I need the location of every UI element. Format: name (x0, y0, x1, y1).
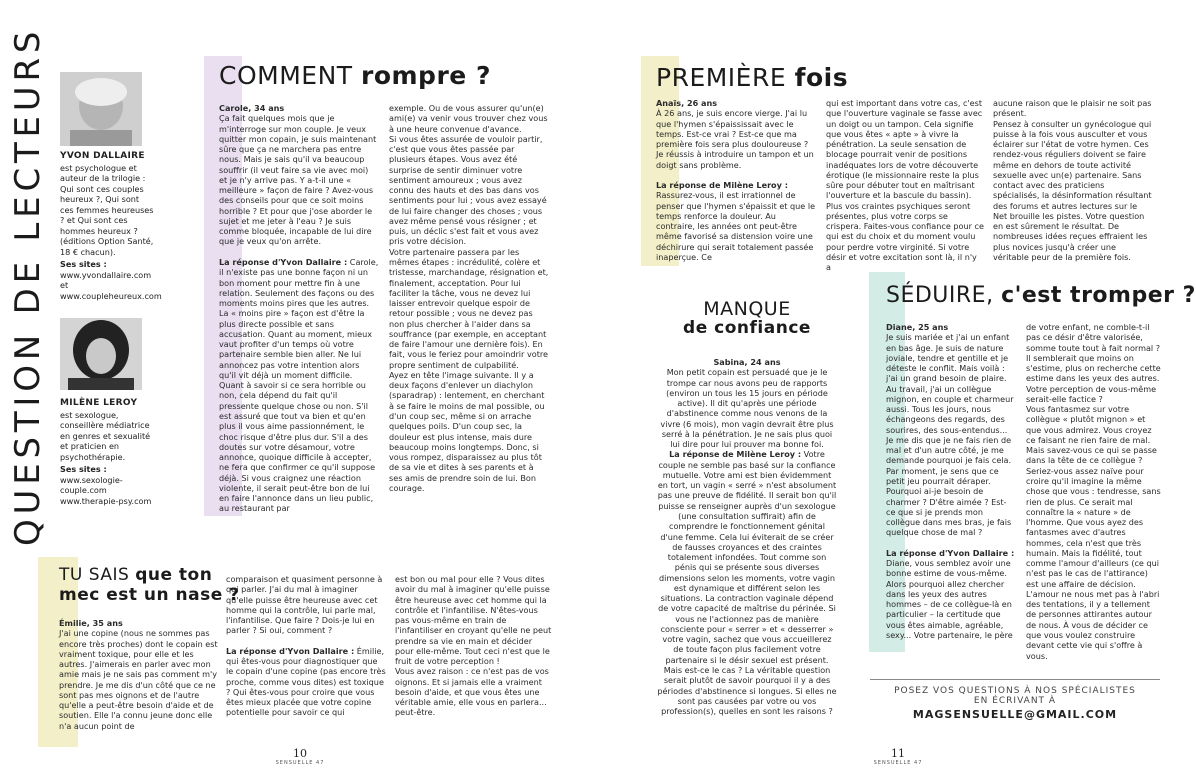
expert-site-link[interactable]: www.coupleheureux.com (60, 290, 162, 301)
confiance-body: Sabina, 24 ans Mon petit copain est persuadé que je le trompe car nous avons peu de rapports (environ un tous les 15 jours en période active). Il dit qu'après une période d'abstinence comme nous venons de la vivre (6 mois), mon vagin devrait être plus serré à la pénétration. Je ne sais plus quoi lui dire pour lui prouver ma bonne foi. La réponse de Milène Leroy : Votre couple ne semble pas basé sur la confiance mutuelle. Votre ami est bien évidemment en tort, un vagin « serré » n'est absolument pas une preuve de fidélité. Il serait bon qu'il puisse se renseigner auprès d'un sexologue (une consultation suffirait) afin de comprendre le fonctionnement génital d'une femme. Cela lui éviterait de se créer de fausses croyances et des craintes totalement infondées. Tout comme son pénis qui se présente sous diverses dimensions selon les moments, votre vagin est dynamique et différent selon les situations. La contraction vaginale dépend de votre capacité de maîtrise du périnée. Si vous ne l'actionnez pas de manière consciente pour « serrer » et « desserrer » votre vagin, sachez que vous accueillerez de toute façon plus facilement votre partenaire si le désir sexuel est présent. Mais est-ce le cas ? La véritable question serait plutôt de savoir pourquoi il y a des périodes d'abstinence si longues. Si elles ne sont pas causées par votre ou vos profession(s), quelles en sont les raisons ? (657, 357, 837, 717)
expert-photo-yvon (60, 72, 142, 146)
expert-site-link[interactable]: www.therapie-psy.com (60, 495, 152, 506)
expert-bio: est psychologue et auteur de la trilogie : Qui sont ces couples heureux ?, Qui sont ces femmes heureuses ? et Qui sont ces hommes heureux ? (éditions Option Santé, 18 € chacun). (60, 162, 154, 257)
confiance-title (672, 300, 822, 338)
nase-col1: Émilie, 35 ans J'ai une copine (nous ne sommes pas encore très proches) dont le copain est vraiment toxique, pour elle et les autres. J'aimerais en parler avec mon amie mais je ne sais pas comment m'y prendre. Je me dis d'un côté que ce ne sont pas mes oignons et de l'autre qu'elle a peut-être besoin d'aide et de soutien. Elle l'a connu jeune donc elle n'a aucun point de (59, 618, 218, 731)
expert-site-link[interactable]: www.yvondallaire.com et (60, 269, 152, 291)
title-thin: SÉDUIRE, (886, 283, 994, 308)
title-bold: de confiance (683, 317, 811, 338)
vertical-section-title (6, 18, 48, 548)
footer-divider (870, 679, 1160, 680)
footer-line1: POSEZ VOS QUESTIONS À NOS SPÉCIALISTES (894, 686, 1136, 696)
title-thin: COMMENT (219, 61, 353, 90)
premiere-col2: qui est important dans votre cas, c'est que l'ouverture vaginale se fasse avec un doigt ou un tampon. Cela signifie que vous êtes « apte » à vivre la pénétration. La seule sensation de blocage pourrait venir de positions inadéquates lors de votre découverte érotique (le missionnaire reste la plus sûre pour débuter tout en maîtrisant l'ouverture et la bascule du bassin). Plus vos craintes psychiques seront présentes, plus votre corps se crispera. Faites-vous confiance pour ce qui est du choix et du moment voulu pour perdre votre virginité. Si votre désir et votre excitation sont là, il n'y a (826, 98, 984, 273)
title-bold: que ton (135, 565, 213, 585)
rompre-title (219, 61, 491, 90)
seduire-col2: de votre enfant, ne comble-t-il pas ce désir d'être valorisée, somme toute tout à fait normal ? Il semblerait que moins on s'estime, plus on recherche cette estime dans les yeux des autres. Votre perception de vous-même serait-elle factice ? Vous fantasmez sur votre collègue « plutôt mignon » et que vous admirez. Vous croyez ce faisant ne rien faire de mal. Mais savez-vous ce qui se passe dans la tête de ce collègue ? Seriez-vous assez naïve pour croire qu'il imagine la même chose que vous : tendresse, sans rien de plus. Ce serait mal connaître la « nature » de l'homme. Que vous ayez des fantasmes avec d'autres hommes, cela n'est que très humain. Mais la fidélité, tout comme l'amour d'ailleurs (ce qui n'est pas le cas de l'attirance) est une affaire de décision. L'amour ne nous met pas à l'abri des tentations, il y a tellement de personnes attirantes autour de nous. À vous de décider ce que vous voulez construire devant cette vie qui s'offre à vous. (1026, 322, 1161, 661)
expert-info-yvon (60, 151, 162, 301)
expert-info-milene (60, 398, 155, 506)
page-sub: SENSUELLE 47 (873, 760, 923, 766)
expert-sites-label: Ses sites : (60, 259, 107, 270)
title-thin: TU SAIS (59, 565, 130, 585)
title-bold: rompre ? (361, 61, 491, 90)
expert-bio: est sexologue, conseillère médiatrice en genres et sexualité et praticien en psychothérapie. (60, 409, 151, 462)
premiere-title (656, 63, 848, 92)
page-sub: SENSUELLE 47 (275, 760, 325, 766)
rompre-col1: Carole, 34 ans Ça fait quelques mois que je m'interroge sur mon couple. Je veux quitter mon copain, je suis maintenant sûre que ça ne marchera pas entre nous. Mais je sais qu'il va beaucoup souffrir (il veut faire sa vie avec moi) et je n'y arrive pas. Y a-t-il une « meilleure » façon de faire ? Avez-vous des conseils pour que ce soit moins horrible ? Et pour que j'ose aborder le sujet et me jeter à l'eau ? Je suis comme bloquée, incapable de lui dire que je veux qu'on arrête. La réponse d'Yvon Dallaire : Carole, il n'existe pas une bonne façon ni un bon moment pour mettre fin à une relation. Seulement des façons ou des moments moins pires que les autres. La « moins pire » façon est d'être la plus directe possible et sans accusation. Quant au moment, mieux vaut profiter d'un temps où votre partenaire semble bien aller. Ne lui annoncez pas votre intention alors qu'il vit déjà un moment difficile. Quant à savoir si ce sera horrible ou non, cela dépend du fait qu'il pressente quelque chose ou non. S'il est assuré que tout va bien et qu'en plus il vous aime passionnément, le choc risque d'être plus dur. S'il a des doutes sur votre désamour, votre annonce, quoique difficile à accepter, ne fera que confirmer ce qu'il suppose déjà. Si vous craignez une réaction violente, il serait peut-être bon de lui en faire l'annonce dans un lieu public, au restaurant par (219, 103, 379, 514)
vertical-title-text: QUESTION DE LECTEURS (8, 26, 48, 546)
expert-name: MILÈNE LEROY (60, 398, 138, 408)
footer-email-link[interactable]: MAGSENSUELLE@GMAIL.COM (912, 708, 1118, 721)
expert-sites-label: Ses sites : (60, 464, 107, 475)
title-thin: MANQUE (703, 298, 791, 320)
page-num: 11 (891, 747, 905, 760)
page-num: 10 (293, 747, 307, 760)
premiere-col1: Anaïs, 26 ans À 26 ans, je suis encore vierge. J'ai lu que l'hymen s'épaississait avec le temps. Est-ce vrai ? Est-ce que ma première fois sera plus douloureuse ? Je réussis à introduire un tampon et un doigt sans problème. La réponse de Milène Leroy : Rassurez-vous, il est irrationnel de penser que l'hymen s'épaissit et que le temps renforce la douleur. Au contraire, les années ont peut-être même favorisé sa distension voire une déchirure qui serait totalement passée inaperçue. Ce (656, 98, 816, 262)
premiere-col3: aucune raison que le plaisir ne soit pas présent. Pensez à consulter un gynécologue qui puisse à la fois vous ausculter et vous éclairer sur l'état de votre hymen. Ces rendez-vous réguliers doivent se faire même en dehors de toute activité sexuelle avec un(e) partenaire. Sans contact avec des praticiens spécialisés, la désinformation résultant des forums et autres lectures sur le Net brouille les pistes. Votre question en est sûrement le résultat. De nombreuses idées reçues effraient les plus novices jusqu'à créer une véritable peur de la première fois. (993, 98, 1152, 262)
nase-col3: est bon ou mal pour elle ? Vous dites avoir du mal à imaginer qu'elle puisse être heureuse avec cet homme qui la contrôle et l'infantilise. N'êtes-vous pas vous-même en train de l'infantiliser en croyant qu'elle ne peut prendre sa vie en main et décider pour elle-même. Tout ceci n'est que le fruit de votre perception ! Vous avez raison : ce n'est pas de vos oignons. Et si jamais elle a vraiment besoin d'aide, et que vous êtes une véritable amie, elle vous en parlera... peut-être. (395, 574, 552, 718)
title-thin: PREMIÈRE (656, 63, 787, 92)
expert-site-link[interactable]: www.sexologie-couple.com (60, 474, 123, 496)
expert-name: YVON DALLAIRE (60, 151, 145, 161)
title-bold: c'est tromper ? (1001, 283, 1196, 308)
footer-cta (866, 686, 1164, 721)
nase-col2: comparaison et quasiment personne à qui parler. J'ai du mal à imaginer qu'elle puisse être heureuse avec cet homme qui la contrôle, lui parle mal, l'infantilise. Que faire ? Dois-je lui en parler ? Si oui, comment ? La réponse d'Yvon Dallaire : Émilie, qui êtes-vous pour diagnostiquer que le copain d'une copine (pas encore très proche, comme vous dites) est toxique ? Qui êtes-vous pour croire que vous êtes mieux placée que votre copine potentielle pour savoir ce qui (226, 574, 386, 718)
title-bold: fois (794, 63, 849, 92)
expert-photo-milene (60, 318, 142, 390)
nase-title (59, 565, 240, 606)
seduire-col1: Diane, 25 ans Je suis mariée et j'ai un enfant en bas âge. Je suis de nature joviale, tendre et gentille et je déteste le conflit. Mais voilà : j'ai un grand besoin de plaire. Au travail, j'ai un collègue mignon, en couple et charmeur aussi. Tous les jours, nous échangeons des regards, des sourires, des sous-entendus... Je me dis que je ne fais rien de mal et d'un autre côté, je me demande pourquoi je fais cela. Par moment, je sens que ce petit jeu pourrait déraper. Pourquoi ai-je besoin de charmer ? D'être aimée ? Est-ce que si je prends mon collègue dans mes bras, je fais quelque chose de mal ? La réponse d'Yvon Dallaire : Diane, vous semblez avoir une bonne estime de vous-même. Alors pourquoi allez chercher dans les yeux des autres hommes – de ce collègue-là en particulier – la certitude que vous êtes aimable, agréable, sexy... Votre partenaire, le père (886, 322, 1015, 640)
page-number-left (270, 747, 330, 766)
title-bold: mec est un nase ? (59, 585, 240, 606)
seduire-title (886, 283, 1196, 308)
footer-line2: EN ÉCRIVANT À (973, 696, 1057, 706)
rompre-col2: exemple. Ou de vous assurer qu'un(e) ami(e) va venir vous trouver chez vous à une heure convenue d'avance. Si vous êtes assurée de vouloir partir, c'est que vous êtes passée par plusieurs étapes. Vous avez été surprise de sentir diminuer votre sentiment amoureux ; vous avez connu des hauts et des bas dans vos sentiments pour lui ; vous avez essayé de lui faire changer des choses ; vous avez même pensé vous résigner ; et puis, un déclic s'est fait et vous avez pris votre décision. Votre partenaire passera par les mêmes étapes : incrédulité, colère et tristesse, marchandage, résignation et, finalement, acceptation. Pour lui faciliter la tâche, vous ne devez lui laisser entrevoir quelque espoir de retour possible ; vous ne devez pas non plus chercher à l'aider dans sa souffrance (par exemple, en acceptant de faire l'amour une dernière fois). En fait, vous le feriez pour amoindrir votre propre sentiment de culpabilité. Ayez en tête l'image suivante. Il y a deux façons d'enlever un diachylon (sparadrap) : lentement, en cherchant à se faire le moins de mal possible, ou d'un coup sec, même si on arrache quelques poils. D'un coup sec, la douleur est plus intense, mais dure beaucoup moins longtemps. Donc, si vous rompez, disparaissez au plus tôt de sa vie et dites à ses parents et à ses amis de prendre soin de lui. Bon courage. (389, 103, 549, 493)
page-number-right (868, 747, 928, 766)
